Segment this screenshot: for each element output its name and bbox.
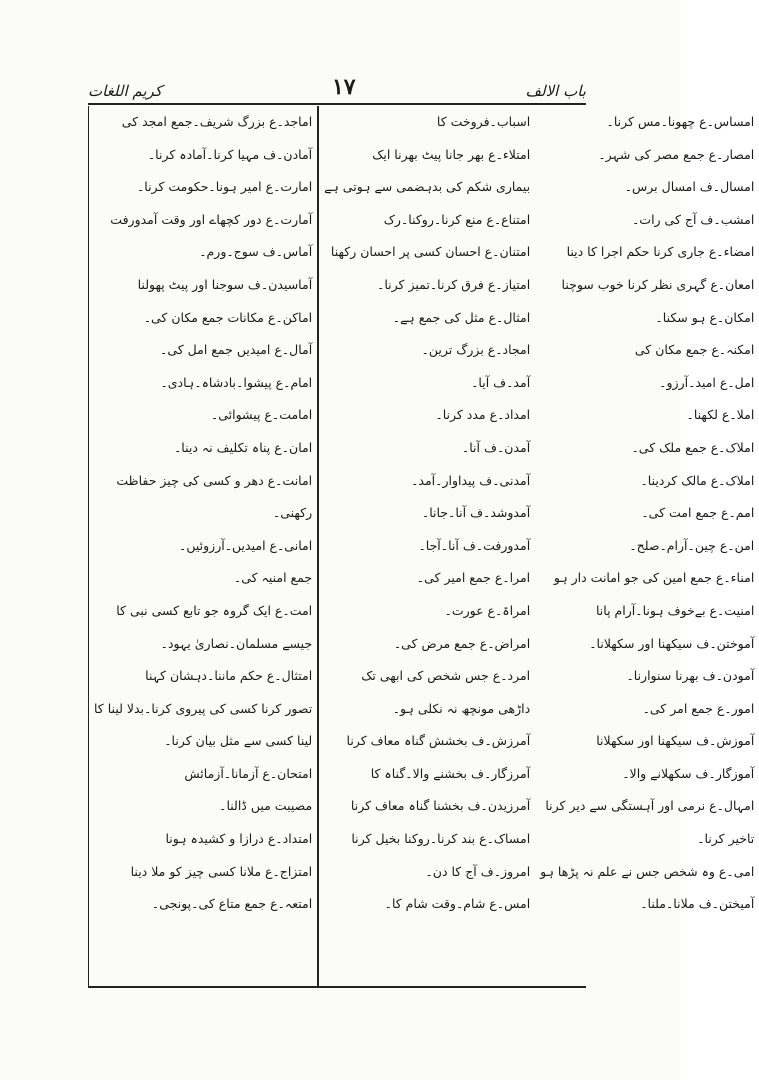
dictionary-entry: جیسے مسلمان۔نصاریٰ یہود۔ [160,635,313,651]
dictionary-entry: آمرزش۔ف بخشش گناہ معاف کرنا [346,733,531,749]
dictionary-entry: امروز۔ف آج کا دن۔ [425,863,531,879]
dictionary-entry: امراض۔ع جمع مرض کی۔ [393,635,531,651]
dictionary-entry: آمدن۔ف آنا۔ [461,439,531,455]
dictionary-entry: امکان۔ع ہو سکنا۔ [655,309,755,325]
dictionary-entry: امارت۔ع امیر ہونا۔حکومت کرنا۔ [136,179,313,195]
dictionary-entry: امتحان۔ع آزمانا۔آزمائش [184,765,313,781]
dictionary-entry: آمرزگار۔ف بخشنے والا۔گناہ کا [370,765,531,781]
dictionary-entry: بیماری شکم کی بدہضمی سے ہوتی ہے [324,179,531,195]
dictionary-entry: امساک۔ع بند کرنا۔روکنا بخیل کرنا [351,831,531,847]
dictionary-entry: املاک۔ع مالک کردینا۔ [640,472,755,488]
dictionary-entry: امور۔ع جمع امر کی۔ [642,700,755,716]
column-right [88,106,318,986]
dictionary-entry: آمودن۔ف بھرنا سنوارنا۔ [626,668,755,684]
dictionary-entry: امت۔ع ایک گروہ جو تابع کسی نبی کا [116,602,313,618]
dictionary-entry: امتناع۔ع منع کرنا۔روکنا۔رک [383,211,531,227]
dictionary-entry: امسال۔ف امسال برس۔ [624,179,755,195]
dictionary-entry: تصور کرنا کسی کی پیروی کرنا۔بدلا لینا کا [94,700,313,716]
dictionary-entry: امان۔ع پناہ تکلیف نہ دینا۔ [173,439,313,455]
book-title: کریم اللغات [88,82,162,100]
dictionary-entry: رکھنی۔ [272,505,313,521]
dictionary-entry: امعان۔ع گہری نظر کرنا خوب سوچنا [561,276,755,292]
dictionary-entry: امرا۔ع جمع امیر کی۔ [416,570,531,586]
dictionary-entry: امراۃ۔ع عورت۔ [444,602,531,618]
dictionary-entry: آمد۔ف آیا۔ [471,374,531,390]
dictionary-entry: امی۔ع وہ شخص جس نے علم نہ پڑھا ہو [540,863,755,879]
dictionary-entry: امل۔ع امید۔آرزو۔ [659,374,755,390]
dictionary-entry: آمارت۔ع دور کچھاے اور وقت آمدورفت [110,211,313,227]
dictionary-entry: آموزگار۔ف سکھلانے والا۔ [622,765,755,781]
dictionary-entry: امساس۔ع چھونا۔مس کرنا۔ [606,114,755,129]
dictionary-entry: امتداد۔ع درازا و کشیدہ ہونا [165,831,313,847]
dictionary-entry: امرد۔ع جس شخص کی ابھی تک [361,668,531,684]
dictionary-entry: امتنان۔ع احسان کسی پر احسان رکھنا [330,244,531,260]
dictionary-entry: امتعہ۔ع جمع متاع کی۔پونجی۔ [151,896,313,912]
dictionary-entry: آمادن۔ف مہیا کرنا۔آمادہ کرنا۔ [147,146,313,162]
header-rule [88,103,586,105]
dictionary-entry: امتثال۔ع حکم ماننا۔دہشان کہنا [145,668,313,684]
dictionary-entry: آمال۔ع امیدیں جمع امل کی۔ [160,342,313,358]
dictionary-entry: امتیاز۔ع فرق کرنا۔تمیز کرنا۔ [377,276,531,292]
dictionary-entry: اماجد۔ع بزرگ شریف۔جمع امجد کی [121,114,313,129]
dictionary-entry: جمع امنیہ کی۔ [233,570,313,586]
page-header [88,72,586,100]
dictionary-entry: امداد۔ع مدد کرنا۔ [435,407,531,423]
dictionary-entry: تاخیر کرنا۔ [697,831,755,847]
dictionary-entry: آموزش۔ف سیکھنا اور سکھلانا [596,733,755,749]
dictionary-entry: امتزاج۔ع ملانا کسی چیز کو ملا دینا [130,863,313,879]
entry-columns [88,106,755,986]
dictionary-entry: امام۔ع پیشوا۔بادشاہ۔ہادی۔ [160,374,313,390]
dictionary-entry: امن۔ع چین۔آرام۔صلح۔ [629,537,755,553]
dictionary-entry: امشب۔ف آج کی رات۔ [631,211,755,227]
dictionary-entry: امتلاء۔ع بھر جانا پیٹ بھرنا ایک [372,146,531,162]
dictionary-entry: آموختن۔ف سیکھنا اور سکھلانا۔ [589,635,755,651]
dictionary-entry: آماس۔ف سوج۔ورم۔ [199,244,313,260]
bottom-rule [88,986,586,988]
dictionary-entry: آمدوشد۔ف آنا۔جانا۔ [421,505,531,521]
dictionary-entry: امصار۔ع جمع مصر کی شہر۔ [598,146,755,162]
column-middle [318,106,535,986]
dictionary-entry: آمیختن۔ف ملانا۔ملنا۔ [640,896,755,912]
dictionary-entry: آمرزیدن۔ف بخشنا گناہ معاف کرنا [350,798,531,814]
dictionary-entry: مصیبت میں ڈالنا۔ [219,798,313,814]
dictionary-entry: امضاء۔ع جاری کرنا حکم اجرا کا دینا [566,244,755,260]
dictionary-entry: اماکن۔ع مکانات جمع مکان کی۔ [143,309,313,325]
chapter-title: باب الالف [525,82,586,100]
dictionary-entry: امجاد۔ع بزرگ ترین۔ [421,342,531,358]
dictionary-entry: امہال۔ع نرمی اور آہستگی سے دیر کرنا [545,798,755,814]
dictionary-entry: داڑھی مونچھ نہ نکلی ہو۔ [392,700,531,716]
dictionary-entry: املاک۔ع جمع ملک کی۔ [631,439,755,455]
dictionary-entry: لینا کسی سے مثل بیان کرنا۔ [164,733,313,749]
dictionary-entry: آماسیدن۔ف سوجنا اور پیٹ پھولنا [137,276,313,292]
dictionary-entry: امانت۔ع دھر و کسی کی چیز حفاظت [116,472,313,488]
dictionary-entry: آمدورفت۔ف آنا۔آجا۔ [418,537,531,553]
dictionary-entry: آمدنی۔ف پیداوار۔آمد۔ [411,472,531,488]
dictionary-entry: امامت۔ع پیشوائی۔ [210,407,313,423]
dictionary-entry: امناء۔ع جمع امین کی جو امانت دار ہو [553,570,755,586]
dictionary-entry: امم۔ع جمع امت کی۔ [641,505,755,521]
dictionary-entry: امنیت۔ع بےخوف ہونا۔آرام پانا [595,602,755,618]
dictionary-entry: امثال۔ع مثل کی جمع ہے۔ [392,309,531,325]
page-number: ۱۷ [331,74,356,100]
dictionary-entry: امکنہ۔ع جمع مکان کی [634,342,755,358]
dictionary-entry: اسباب۔فروخت کا [436,114,531,129]
dictionary-entry: امس۔ع شام۔وقت شام کا۔ [384,896,531,912]
dictionary-entry: امانی۔ع امیدیں۔آرزوئیں۔ [179,537,313,553]
column-left [535,106,759,986]
dictionary-entry: املا۔ع لکھنا۔ [686,407,755,423]
